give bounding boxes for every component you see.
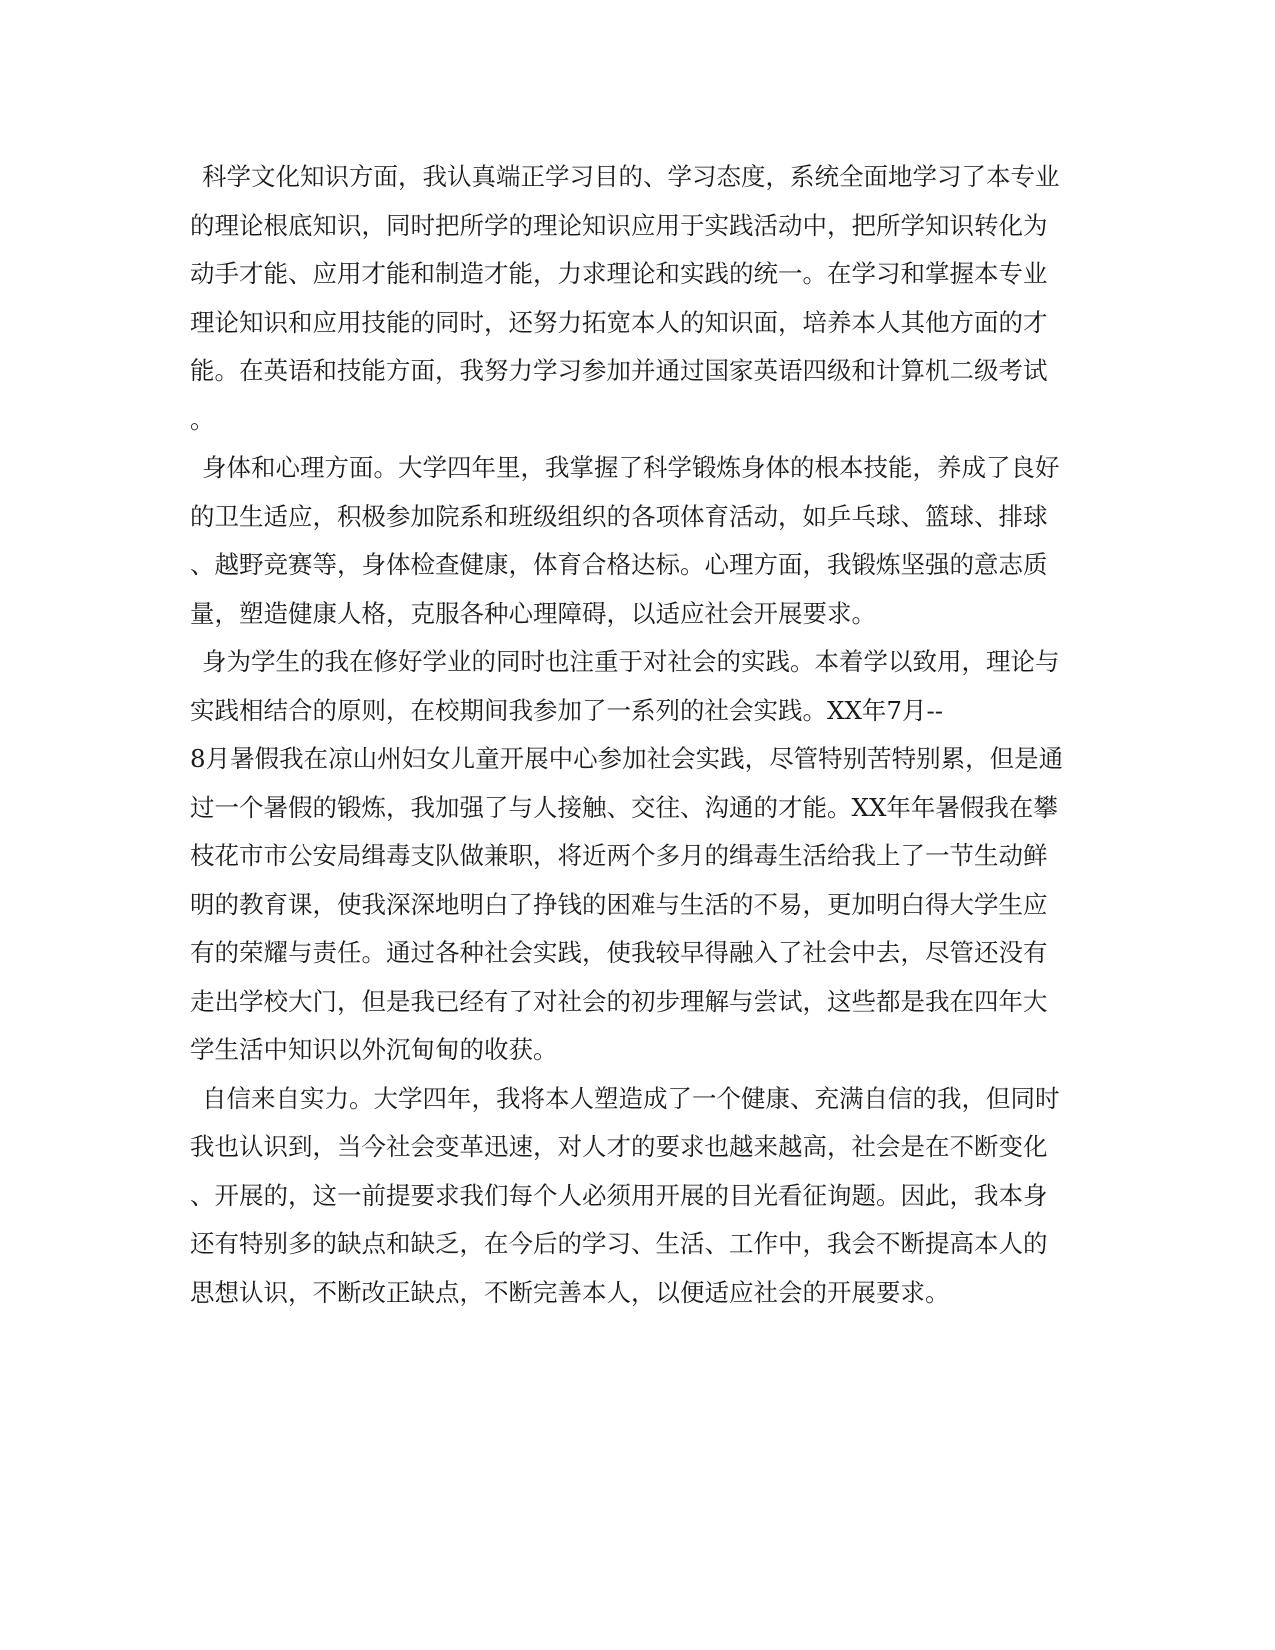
text-line: 身为学生的我在修好学业的同时也注重于对社会的实践。本着学以致用，理论与 xyxy=(202,647,1060,676)
text-line: 我也认识到，当今社会变革迅速，对人才的要求也越来越高，社会是在不断变化 xyxy=(190,1132,1048,1161)
text-line: 自信来自实力。大学四年，我将本人塑造成了一个健康、充满自信的我，但同时 xyxy=(202,1083,1060,1113)
text-line: 。 xyxy=(190,404,215,434)
text-line: 学生活中知识以外沉甸甸的收获。 xyxy=(190,1035,558,1064)
text-line: 量，塑造健康人格，克服各种心理障碍，以适应社会开展要求。 xyxy=(190,598,876,628)
text-line: 枝花市市公安局缉毒支队做兼职，将近两个多月的缉毒生活给我上了一节生动鲜 xyxy=(190,841,1048,870)
text-line: 能。在英语和技能方面，我努力学习参加并通过国家英语四级和计算机二级考试 xyxy=(190,356,1048,385)
text-line: 还有特别多的缺点和缺乏，在今后的学习、生活、工作中，我会不断提高本人的 xyxy=(190,1229,1048,1258)
text-line: 明的教育课，使我深深地明白了挣钱的困难与生活的不易，更加明白得大学生应 xyxy=(190,889,1048,919)
text-line: 科学文化知识方面，我认真端正学习目的、学习态度，系统全面地学习了本专业 xyxy=(202,162,1060,191)
text-line: 的理论根底知识，同时把所学的理论知识应用于实践活动中，把所学知识转化为 xyxy=(190,210,1048,240)
text-line: 身体和心理方面。大学四年里，我掌握了科学锻炼身体的根本技能，养成了良好 xyxy=(202,453,1060,482)
text-line: 理论知识和应用技能的同时，还努力拓宽本人的知识面，培养本人其他方面的才 xyxy=(190,307,1048,337)
text-line: 走出学校大门，但是我已经有了对社会的初步理解与尝试，这些都是我在四年大 xyxy=(190,986,1048,1016)
text-line: 、越野竞赛等，身体检查健康，体育合格达标。心理方面，我锻炼坚强的意志质 xyxy=(190,550,1048,579)
text-line: 有的荣耀与责任。通过各种社会实践，使我较早得融入了社会中去，尽管还没有 xyxy=(190,938,1048,967)
text-line: 、开展的，这一前提要求我们每个人必须用开展的目光看征询题。因此，我本身 xyxy=(190,1180,1048,1210)
text-line: 思想认识，不断改正缺点，不断完善本人，以便适应社会的开展要求。 xyxy=(190,1277,950,1307)
text-line: 8月暑假我在凉山州妇女儿童开展中心参加社会实践，尽管特别苦特别累，但是通 xyxy=(190,744,1064,773)
text-line: 实践相结合的原则，在校期间我参加了一系列的社会实践。XX年7月-- xyxy=(190,695,944,725)
body-text xyxy=(190,153,1090,1317)
text-line: 的卫生适应，积极参加院系和班级组织的各项体育活动，如乒乓球、篮球、排球 xyxy=(190,501,1048,531)
text-line: 过一个暑假的锻炼，我加强了与人接触、交往、沟通的才能。XX年年暑假我在攀 xyxy=(190,792,1058,822)
text-line: 动手才能、应用才能和制造才能，力求理论和实践的统一。在学习和掌握本专业 xyxy=(190,259,1048,288)
